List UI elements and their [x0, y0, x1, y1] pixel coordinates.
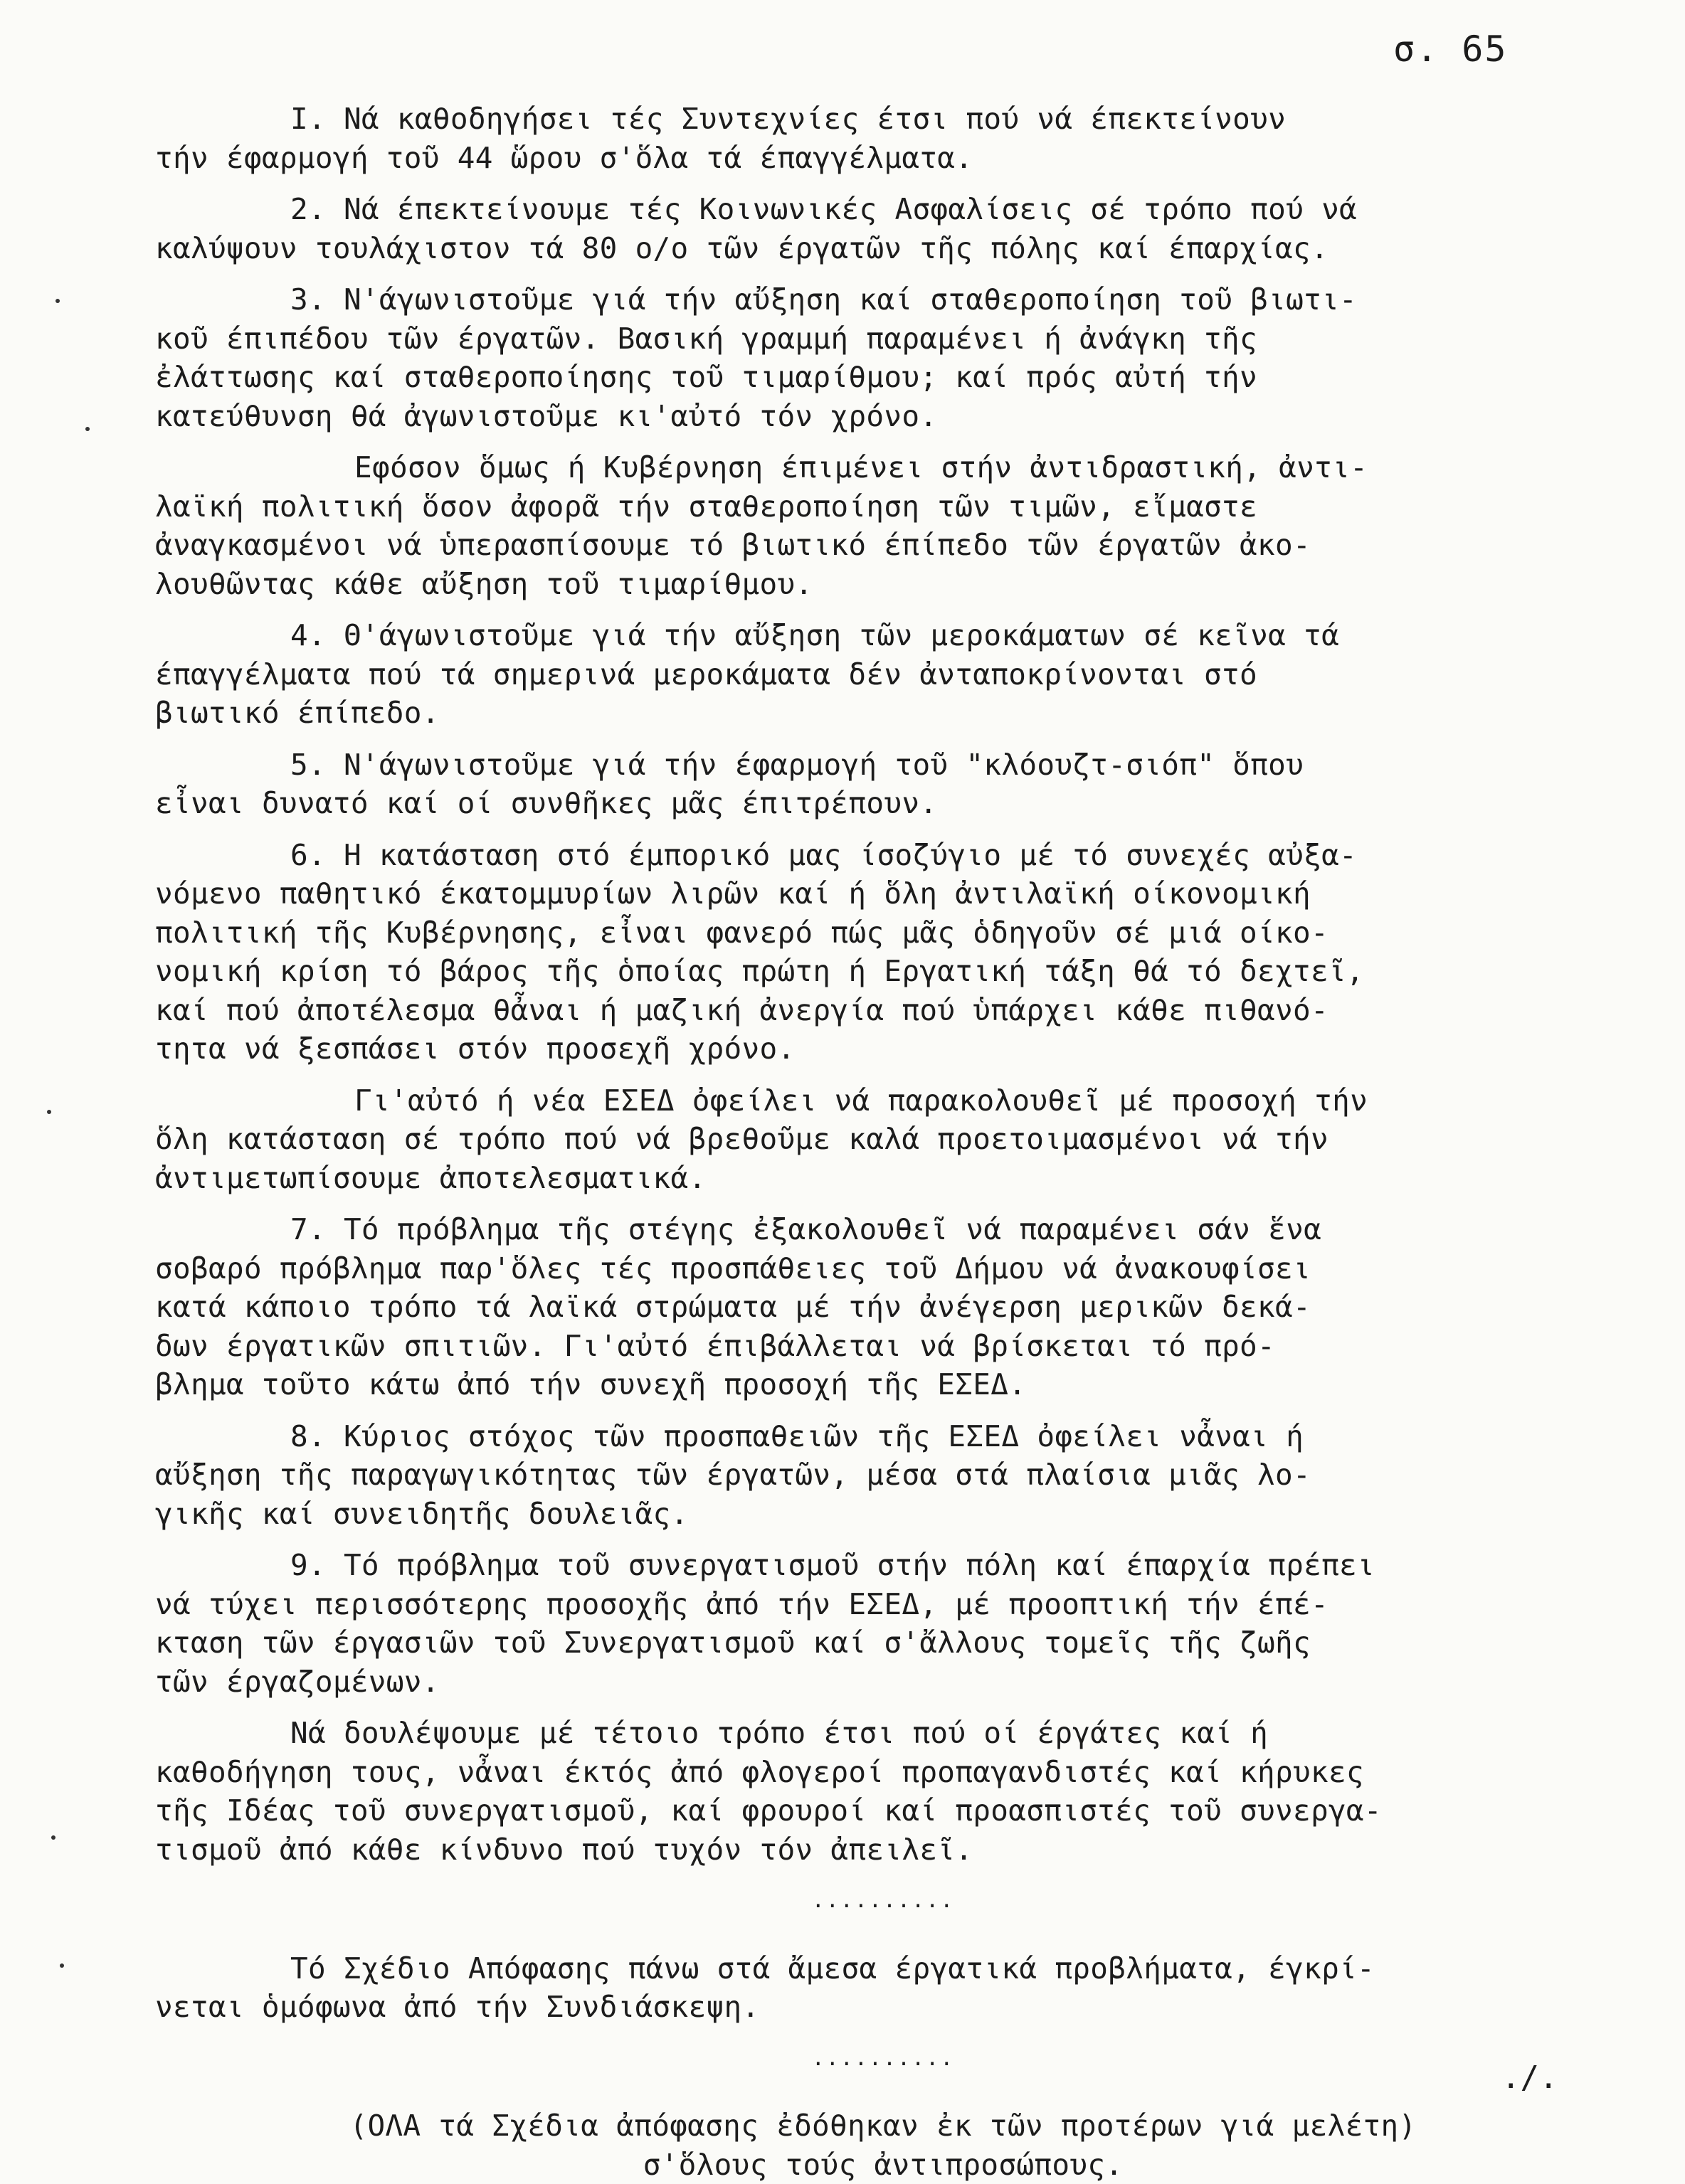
text-line: σ'ὅλους τούς ἀντιπροσώπους.: [155, 2146, 1611, 2184]
text-line: 6. Η κατάσταση στό έμπορικό μας ίσοζύγιο μέ τό συνεχές αὐξα-: [155, 836, 1611, 875]
paragraph-8: [155, 1417, 1611, 1534]
text-line: αὔξηση τῆς παραγωγικότητας τῶν έργατῶν, μέσα στά πλαίσια μιᾶς λο-: [155, 1456, 1611, 1495]
scan-speck: [47, 1110, 51, 1114]
paragraph-9b: [155, 1714, 1611, 1869]
text-line: λουθῶντας κάθε αὔξηση τοῦ τιμαρίθμου.: [155, 565, 1611, 604]
paragraph-6b: [155, 1081, 1611, 1198]
text-line: έπαγγέλματα πού τά σημερινά μεροκάματα δέν ἀνταποκρίνονται στό: [155, 655, 1611, 694]
text-line: (ΟΛΑ τά Σχέδια ἀπόφασης ἐδόθηκαν ἐκ τῶν προτέρων γιά μελέτη): [155, 2106, 1611, 2146]
text-line: νομική κρίση τό βάρος τῆς ὁποίας πρώτη ή Εργατική τάξη θά τό δεχτεῖ,: [155, 952, 1611, 991]
text-line: 3. Ν'άγωνιστοῦμε γιά τήν αὔξηση καί σταθεροποίηση τοῦ βιωτι-: [155, 280, 1611, 319]
paragraph-7: [155, 1210, 1611, 1404]
separator-dots: ..........: [155, 1882, 1611, 1921]
end-mark: ./.: [1501, 2060, 1558, 2096]
text-line: τητα νά ξεσπάσει στόν προσεχῆ χρόνο.: [155, 1029, 1611, 1069]
text-line: 4. Θ'άγωνιστοῦμε γιά τήν αὔξηση τῶν μεροκάματων σέ κεῖνα τά: [155, 616, 1611, 655]
text-line: νεται ὁμόφωνα ἀπό τήν Συνδιάσκεψη.: [155, 1988, 1611, 2027]
scan-speck: [51, 1835, 56, 1840]
paragraph-4: [155, 616, 1611, 733]
text-line: τισμοῦ ἀπό κάθε κίνδυνο πού τυχόν τόν ἀπειλεῖ.: [155, 1830, 1611, 1870]
text-line: τῶν έργαζομένων.: [155, 1663, 1611, 1702]
paragraph-3: [155, 280, 1611, 435]
text-line: νά τύχει περισσότερης προσοχῆς ἀπό τήν ΕΣΕΔ, μέ προοπτική τήν έπέ-: [155, 1585, 1611, 1624]
text-line: τήν έφαρμογή τοῦ 44 ὥρου σ'ὅλα τά έπαγγέλματα.: [155, 139, 1611, 178]
text-line: λαϊκή πολιτική ὅσον ἀφορᾶ τήν σταθεροποίηση τῶν τιμῶν, εἴμαστε: [155, 487, 1611, 526]
decision-paragraph: [155, 1949, 1611, 2027]
text-line: 5. Ν'άγωνιστοῦμε γιά τήν έφαρμογή τοῦ "κλόουζτ-σιόπ" ὅπου: [155, 746, 1611, 785]
text-line: Εφόσον ὅμως ή Κυβέρνηση έπιμένει στήν ἀντιδραστική, ἀντι-: [155, 448, 1611, 487]
text-line: κταση τῶν έργασιῶν τοῦ Συνεργατισμοῦ καί σ'ἄλλους τομεῖς τῆς ζωῆς: [155, 1623, 1611, 1663]
text-line: βλημα τοῦτο κάτω ἀπό τήν συνεχῆ προσοχή τῆς ΕΣΕΔ.: [155, 1365, 1611, 1404]
text-line: Γι'αὐτό ή νέα ΕΣΕΔ ὀφείλει νά παρακολουθεῖ μέ προσοχή τήν: [155, 1081, 1611, 1120]
page-number: σ. 65: [1393, 28, 1508, 70]
closing-note: [155, 2106, 1611, 2184]
scan-speck: [60, 1963, 64, 1968]
text-line: δων έργατικῶν σπιτιῶν. Γι'αὐτό έπιβάλλεται νά βρίσκεται τό πρό-: [155, 1327, 1611, 1366]
text-line: τῆς Ιδέας τοῦ συνεργατισμοῦ, καί φρουροί καί προασπιστές τοῦ συνεργα-: [155, 1791, 1611, 1830]
text-line: σοβαρό πρόβλημα παρ'ὅλες τές προσπάθειες τοῦ Δήμου νά ἀνακουφίσει: [155, 1249, 1611, 1288]
text-line: 7. Τό πρόβλημα τῆς στέγης ἐξακολουθεῖ νά παραμένει σάν ἕνα: [155, 1210, 1611, 1249]
paragraph-5: [155, 746, 1611, 823]
text-line: γικῆς καί συνειδητῆς δουλειᾶς.: [155, 1495, 1611, 1534]
text-line: κοῦ έπιπέδου τῶν έργατῶν. Βασική γραμμή παραμένει ή ἀνάγκη τῆς: [155, 319, 1611, 359]
text-line: πολιτική τῆς Κυβέρνησης, εἶναι φανερό πώς μᾶς ὁδηγοῦν σέ μιά οίκο-: [155, 913, 1611, 953]
text-line: Νά δουλέψουμε μέ τέτοιο τρόπο έτσι πού οί έργάτες καί ή: [155, 1714, 1611, 1753]
text-line: 8. Κύριος στόχος τῶν προσπαθειῶν τῆς ΕΣΕΔ ὀφείλει νἆναι ή: [155, 1417, 1611, 1456]
scan-speck: [85, 427, 90, 431]
text-line: νόμενο παθητικό έκατομμυρίων λιρῶν καί ή ὅλη ἀντιλαϊκή οίκονομική: [155, 874, 1611, 913]
text-line: ἐλάττωσης καί σταθεροποίησης τοῦ τιμαρίθμου; καί πρός αὐτή τήν: [155, 358, 1611, 397]
text-line: εἶναι δυνατό καί οί συνθῆκες μᾶς έπιτρέπουν.: [155, 784, 1611, 823]
document-body: [155, 100, 1611, 2184]
text-line: ἀντιμετωπίσουμε ἀποτελεσματικά.: [155, 1159, 1611, 1198]
text-line: 2. Νά έπεκτείνουμε τές Κοινωνικές Ασφαλίσεις σέ τρόπο πού νά: [155, 190, 1611, 229]
text-line: βιωτικό έπίπεδο.: [155, 694, 1611, 733]
text-line: καλύψουν τουλάχιστον τά 80 ο/ο τῶν έργατῶν τῆς πόλης καί έπαρχίας.: [155, 229, 1611, 268]
text-line: κατά κάποιο τρόπο τά λαϊκά στρώματα μέ τήν ἀνέγερση μερικῶν δεκά-: [155, 1288, 1611, 1327]
paragraph-1: [155, 100, 1611, 177]
separator-dots: ..........: [155, 2040, 1611, 2079]
text-line: ὅλη κατάσταση σέ τρόπο πού νά βρεθοῦμε καλά προετοιμασμένοι νά τήν: [155, 1120, 1611, 1159]
text-line: κατεύθυνση θά ἀγωνιστοῦμε κι'αὐτό τόν χρόνο.: [155, 397, 1611, 436]
scan-speck: [56, 299, 60, 303]
paragraph-6: [155, 836, 1611, 1069]
paragraph-3b: [155, 448, 1611, 603]
text-line: I. Νά καθοδηγήσει τές Συντεχνίες έτσι πού νά έπεκτείνουν: [155, 100, 1611, 139]
text-line: ἀναγκασμένοι νά ὑπερασπίσουμε τό βιωτικό έπίπεδο τῶν έργατῶν ἀκο-: [155, 526, 1611, 565]
paragraph-9: [155, 1546, 1611, 1701]
text-line: Τό Σχέδιο Απόφασης πάνω στά ἄμεσα έργατικά προβλήματα, έγκρί-: [155, 1949, 1611, 1988]
text-line: καθοδήγηση τους, νἆναι έκτός ἀπό φλογεροί προπαγανδιστές καί κήρυκες: [155, 1753, 1611, 1792]
text-line: καί πού ἀποτέλεσμα θἆναι ή μαζική ἀνεργία πού ὑπάρχει κάθε πιθανό-: [155, 991, 1611, 1030]
text-line: 9. Τό πρόβλημα τοῦ συνεργατισμοῦ στήν πόλη καί έπαρχία πρέπει: [155, 1546, 1611, 1585]
paragraph-2: [155, 190, 1611, 267]
